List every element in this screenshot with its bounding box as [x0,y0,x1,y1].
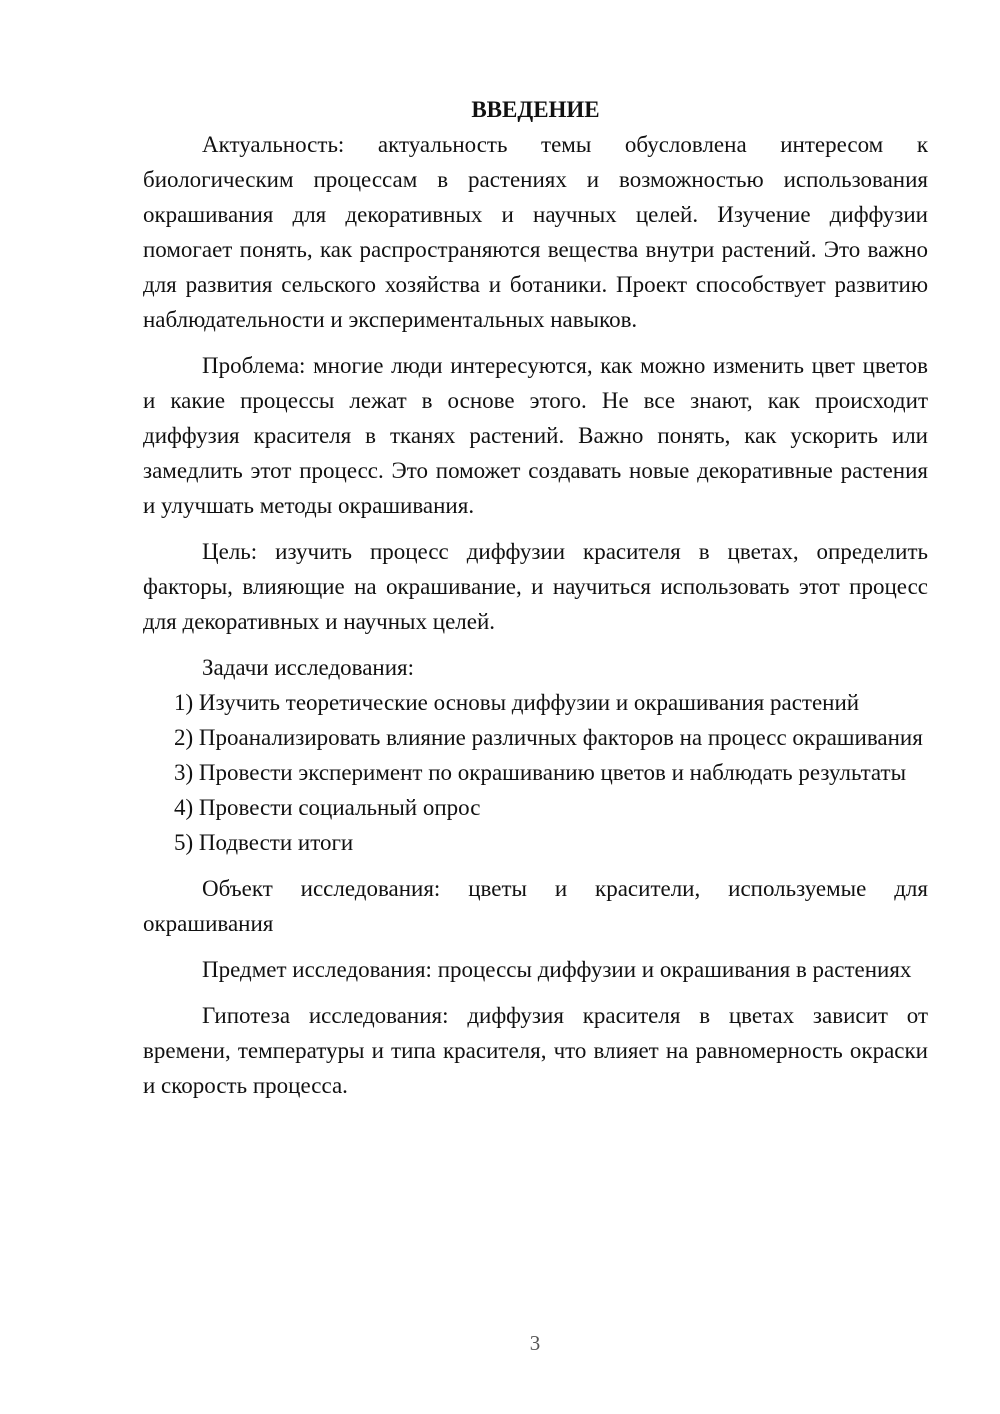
relevance-paragraph: Актуальность: актуальность темы обусловлена интересом к биологическим процессам в растениях и возможностью использования окрашивания для декоративных и научных целей. Изучение диффузии помогает понять, как распространяются вещества внутри растений. Это важно для развития сельского хозяйства и ботаники. Проект способствует развитию наблюдательности и экспериментальных навыков. [143,132,928,332]
subject-paragraph: Предмет исследования: процессы диффузии и окрашивания в растениях [202,957,912,982]
task-item-4: 4) Провести социальный опрос [174,795,481,820]
task-item-3: 3) Провести эксперимент по окрашиванию цветов и наблюдать результаты [174,760,907,785]
task-item-5: 5) Подвести итоги [174,830,354,855]
tasks-title: Задачи исследования: [202,655,415,680]
goal-paragraph: Цель: изучить процесс диффузии красителя в цветах, определить факторы, влияющие на окрашивание, и научиться использовать этот процесс для декоративных и научных целей. [143,539,928,634]
hypothesis-paragraph: Гипотеза исследования: диффузия красителя в цветах зависит от времени, температуры и типа красителя, что влияет на равномерность окраски и скорость процесса. [143,1003,928,1098]
page-number: 3 [529,1331,541,1355]
task-item-2: 2) Проанализировать влияние различных факторов на процесс окрашивания [174,725,923,750]
task-item-1: 1) Изучить теоретические основы диффузии и окрашивания растений [174,690,860,715]
object-paragraph: Объект исследования: цветы и красители, используемые для окрашивания [143,876,928,936]
problem-paragraph: Проблема: многие люди интересуются, как можно изменить цвет цветов и какие процессы лежат в основе этого. Не все знают, как происходит диффузия красителя в тканях растений. Важно понять, как ускорить или замедлить этот процесс. Это поможет создавать новые декоративные растения и улучшать методы окрашивания. [143,353,928,518]
document-page [143,92,928,1103]
page-title: ВВЕДЕНИЕ [471,97,600,122]
